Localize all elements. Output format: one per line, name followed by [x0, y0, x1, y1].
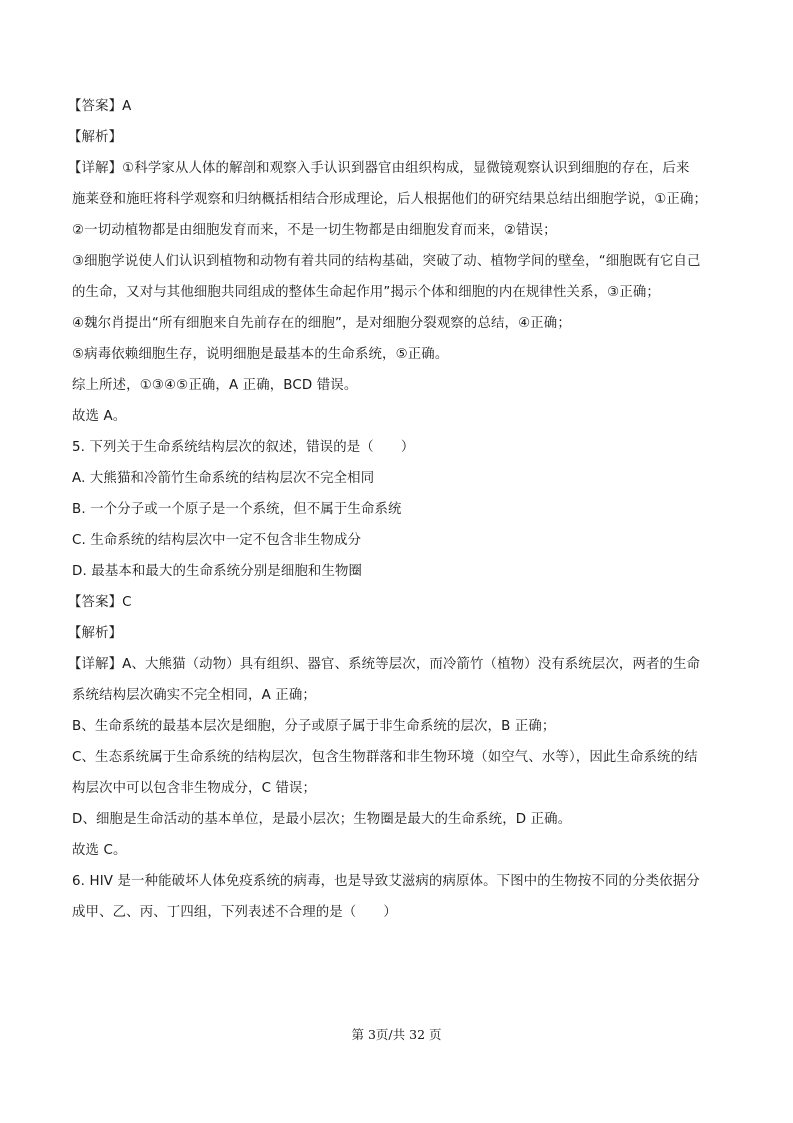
- text-line: ④魏尔肖提出“所有细胞来自先前存在的细胞”，是对细胞分裂观察的总结，④正确；: [72, 316, 571, 331]
- document-body: [68, 91, 732, 928]
- text-line: 【答案】C: [68, 595, 132, 610]
- text-line: ⑤病毒依赖细胞生存，说明细胞是最基本的生命系统，⑤正确。: [72, 347, 449, 362]
- text-line: 【答案】A: [68, 99, 132, 114]
- text-line: D. 最基本和最大的生命系统分别是细胞和生物圈: [72, 564, 363, 579]
- text-line: 构层次中可以包含非生物成分，C 错误；: [72, 781, 317, 796]
- text-line: 【解析】: [68, 626, 123, 641]
- text-line: 故选 A。: [72, 409, 127, 424]
- text-line: 【解析】: [68, 130, 123, 145]
- text-line: D、细胞是生命活动的基本单位，是最小层次；生物圈是最大的生命系统，D 正确。: [72, 812, 572, 827]
- text-line: 综上所述，①③④⑤正确，A 正确，BCD 错误。: [72, 378, 358, 393]
- text-line: A. 大熊猫和冷箭竹生命系统的结构层次不完全相同: [72, 471, 375, 486]
- text-line: 施莱登和施旺将科学观察和归纳概括相结合形成理论，后人根据他们的研究结果总结出细胞学说，①正确；: [72, 192, 708, 207]
- text-line: 【详解】A、大熊猫（动物）具有组织、器官、系统等层次，而冷箭竹（植物）没有系统层次，两者的生命: [68, 657, 701, 672]
- text-line: 成甲、乙、丙、丁四组，下列表述不合理的是（ ）: [72, 905, 397, 920]
- text-line: C. 生命系统的结构层次中一定不包含非生物成分: [72, 533, 362, 548]
- text-line: B. 一个分子或一个原子是一个系统，但不属于生命系统: [72, 502, 402, 517]
- text-line: 故选 C。: [72, 843, 127, 858]
- text-line: 6. HIV 是一种能破坏人体免疫系统的病毒，也是导致艾滋病的病原体。下图中的生物按不同的分类依据分: [72, 874, 700, 889]
- text-line: ③细胞学说使人们认识到植物和动物有着共同的结构基础，突破了动、植物学间的壁垒，“细胞既有它自己: [72, 254, 701, 269]
- text-line: 系统结构层次确实不完全相同，A 正确；: [72, 688, 316, 703]
- text-line: ②一切动植物都是由细胞发育而来，不是一切生物都是由细胞发育而来，②错误；: [72, 223, 557, 238]
- text-line: C、生态系统属于生命系统的结构层次，包含生物群落和非生物环境（如空气、水等），因此生命系统的结: [72, 750, 698, 765]
- page-footer: 第 3页/共 32 页: [351, 1027, 442, 1042]
- text-line: 5. 下列关于生命系统结构层次的叙述，错误的是（ ）: [72, 440, 415, 455]
- text-line: 的生命，又对与其他细胞共同组成的整体生命起作用”揭示个体和细胞的内在规律性关系，③正确；: [72, 285, 660, 300]
- text-line: 【详解】①科学家从人体的解剖和观察入手认识到器官由组织构成，显微镜观察认识到细胞的存在，后来: [68, 161, 690, 176]
- text-line: B、生命系统的最基本层次是细胞，分子或原子属于非生命系统的层次，B 正确；: [72, 719, 556, 734]
